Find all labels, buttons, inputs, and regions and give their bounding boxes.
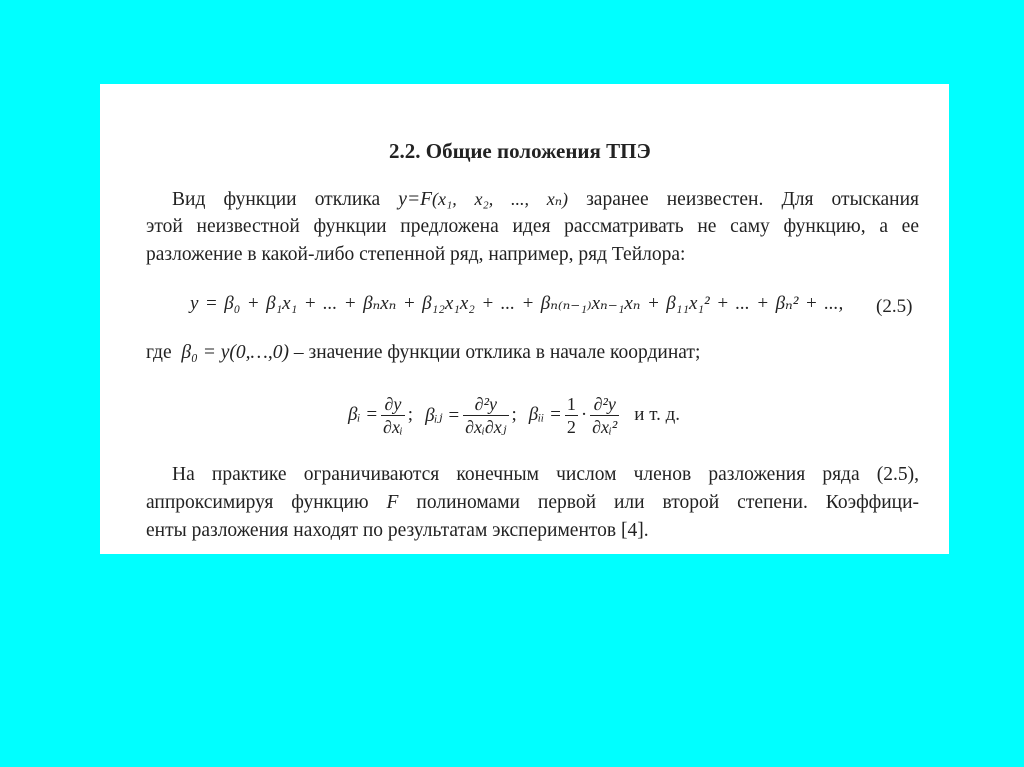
separator: ; <box>407 404 414 425</box>
where-prefix: где <box>146 342 172 363</box>
equation-term: + <box>646 293 660 314</box>
equation-term: βₙxₙ <box>363 293 397 314</box>
para1-line2: этой неизвестной функции предложена идея рассматривать не саму функцию, а ее <box>146 216 919 237</box>
equation-term: ... <box>500 293 515 314</box>
function-args: (x₁, x₂, ..., xₙ) <box>432 189 568 209</box>
beta-i-denominator: ∂xᵢ <box>383 416 403 437</box>
equation-term: ... <box>323 293 338 314</box>
beta-ii-denominator: ∂xᵢ² <box>592 416 618 437</box>
equation-term: β₁₂x₁x₂ <box>422 293 475 314</box>
function-name: y=F <box>398 189 433 210</box>
where-text: – значение функции отклика в начале координат; <box>293 342 701 363</box>
equation-term: + <box>402 293 416 314</box>
equation-term: + <box>716 293 730 314</box>
equation-term: β₀ <box>224 293 241 314</box>
half-fraction <box>565 393 578 438</box>
function-var-F: F <box>386 492 399 513</box>
separator: ; <box>511 404 517 425</box>
beta-ii-label: βᵢᵢ = <box>528 404 562 425</box>
half-numerator: 1 <box>566 393 576 414</box>
equation-term: y <box>190 293 199 314</box>
para2-line2-end: полиномами первой или второй степени. Коэффици- <box>416 492 920 513</box>
beta-ii-fraction <box>590 393 619 438</box>
equation-term: + <box>804 293 818 314</box>
dot-operator: · <box>580 404 588 425</box>
beta-ij-numerator: ∂²y <box>463 393 508 416</box>
equation-term: + <box>246 293 260 314</box>
beta-ij-label: βᵢⱼ = <box>425 404 461 426</box>
taylor-series-equation <box>190 292 843 315</box>
beta-ij-denominator: ∂xᵢ∂xⱼ <box>465 416 507 437</box>
beta-ii-numerator: ∂²y <box>590 393 619 416</box>
etc-text: и т. д. <box>634 404 681 425</box>
equation-term: + <box>481 293 495 314</box>
equation-term: βₙ² <box>775 293 799 314</box>
equation-term: + <box>521 293 535 314</box>
para2-line2 <box>146 490 919 516</box>
equation-term: β₁₁x₁² <box>666 293 710 314</box>
beta-ij-fraction <box>463 393 508 438</box>
equation-term: + <box>303 293 317 314</box>
equation-term: + <box>756 293 770 314</box>
beta-i-fraction <box>381 393 405 438</box>
equation-term: + <box>343 293 357 314</box>
para2-line2-start: аппроксимируя функцию <box>146 492 369 513</box>
half-denominator: 2 <box>566 416 576 437</box>
equation-number: (2.5) <box>876 296 913 317</box>
where-line <box>146 340 700 366</box>
equation-term: βₙ₍ₙ₋₁₎xₙ₋₁xₙ <box>540 293 641 314</box>
para2-line3: енты разложения находят по результатам экспериментов [4]. <box>146 520 649 541</box>
coefficient-definitions <box>348 384 680 446</box>
beta-i-numerator: ∂y <box>381 393 405 416</box>
beta-i-label: βᵢ = <box>348 404 379 425</box>
document-page <box>100 84 949 554</box>
section-heading: 2.2. Общие положения ТПЭ <box>389 139 651 163</box>
equation-term: = <box>204 293 218 314</box>
para1-line1 <box>172 186 919 213</box>
para1-line1-start: Вид функции отклика <box>172 189 381 210</box>
para1-line3: разложение в какой-либо степенной ряд, например, ряд Тейлора: <box>146 244 686 265</box>
equation-term: β₁x₁ <box>266 293 298 314</box>
equation-term: ... <box>735 293 750 314</box>
para2-line1: На практике ограничиваются конечным числом членов разложения ряда (2.5), <box>172 464 919 485</box>
beta0-definition: β₀ = y(0,…,0) <box>181 342 289 363</box>
equation-term: ..., <box>824 293 844 314</box>
para1-line1-end: заранее неизвестен. Для отыскания <box>586 189 919 210</box>
